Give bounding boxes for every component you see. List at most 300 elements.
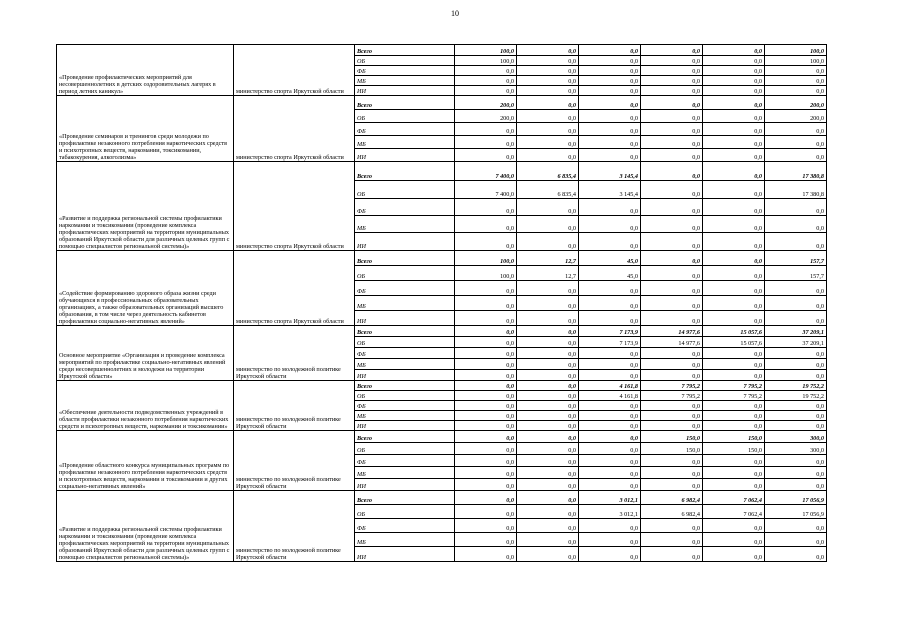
funding-source-label: ИИ <box>355 149 455 162</box>
table-row <box>57 491 827 505</box>
amount-cell: 0,0 <box>455 533 517 547</box>
amount-cell: 0,0 <box>455 455 517 467</box>
funding-source-label: ФБ <box>355 519 455 533</box>
measure-name: «Проведение профилактических мероприятий для несовершеннолетних в детских оздоровительных лагерях в период летних каникул» <box>57 45 234 96</box>
funding-source-label: ИИ <box>355 479 455 491</box>
amount-cell: 0,0 <box>703 421 765 431</box>
amount-cell: 0,0 <box>455 233 517 251</box>
amount-cell: 0,0 <box>455 216 517 233</box>
amount-cell: 0,0 <box>703 266 765 281</box>
amount-cell: 12,7 <box>517 251 579 266</box>
table-row <box>57 96 827 110</box>
funding-source-label: МБ <box>355 136 455 149</box>
total-value-cell: 0,0 <box>765 479 827 491</box>
amount-cell: 0,0 <box>517 326 579 337</box>
funding-source-label: Всего <box>355 96 455 110</box>
amount-cell: 0,0 <box>703 547 765 562</box>
total-value-cell: 0,0 <box>765 136 827 149</box>
amount-cell: 0,0 <box>517 547 579 562</box>
amount-cell: 0,0 <box>517 391 579 401</box>
amount-cell: 7 173,9 <box>579 326 641 337</box>
amount-cell: 0,0 <box>703 199 765 216</box>
amount-cell: 0,0 <box>455 359 517 370</box>
funding-source-label: МБ <box>355 467 455 479</box>
funding-source-label: МБ <box>355 296 455 311</box>
total-value-cell: 0,0 <box>765 86 827 96</box>
amount-cell: 0,0 <box>517 348 579 359</box>
amount-cell: 0,0 <box>455 86 517 96</box>
amount-cell: 7 795,2 <box>641 381 703 391</box>
amount-cell: 0,0 <box>579 519 641 533</box>
amount-cell: 0,0 <box>579 149 641 162</box>
amount-cell: 0,0 <box>455 391 517 401</box>
funding-source-label: Всего <box>355 491 455 505</box>
amount-cell: 0,0 <box>579 547 641 562</box>
amount-cell: 0,0 <box>703 96 765 110</box>
amount-cell: 3 012,1 <box>579 505 641 519</box>
table-row <box>57 431 827 443</box>
total-value-cell: 0,0 <box>765 296 827 311</box>
total-value-cell: 0,0 <box>765 359 827 370</box>
amount-cell: 0,0 <box>703 136 765 149</box>
amount-cell: 100,0 <box>455 56 517 66</box>
amount-cell: 0,0 <box>579 136 641 149</box>
measure-name: «Развитие и поддержка региональной системы профилактики наркомании и токсикомании (проведение комплекса профилактических мероприятий на территории муниципальных образований Иркутской области для различных целевых групп с помощью специалистов региональной системы)» <box>57 491 234 562</box>
amount-cell: 0,0 <box>455 337 517 348</box>
amount-cell: 7 400,0 <box>455 162 517 181</box>
amount-cell: 0,0 <box>703 76 765 86</box>
amount-cell: 0,0 <box>579 76 641 86</box>
amount-cell: 0,0 <box>579 479 641 491</box>
funding-source-label: ИИ <box>355 311 455 326</box>
amount-cell: 3 012,1 <box>579 491 641 505</box>
amount-cell: 0,0 <box>517 296 579 311</box>
amount-cell: 0,0 <box>455 296 517 311</box>
amount-cell: 0,0 <box>641 370 703 381</box>
amount-cell: 0,0 <box>703 216 765 233</box>
funding-source-label: ФБ <box>355 66 455 76</box>
amount-cell: 0,0 <box>455 370 517 381</box>
amount-cell: 4 161,8 <box>579 391 641 401</box>
executor-name: министерство по молодежной политике Иркутской области <box>234 491 355 562</box>
amount-cell: 0,0 <box>703 401 765 411</box>
amount-cell: 0,0 <box>703 348 765 359</box>
amount-cell: 0,0 <box>703 359 765 370</box>
amount-cell: 0,0 <box>517 443 579 455</box>
amount-cell: 0,0 <box>517 110 579 123</box>
funding-source-label: ФБ <box>355 348 455 359</box>
amount-cell: 0,0 <box>703 411 765 421</box>
amount-cell: 0,0 <box>703 149 765 162</box>
amount-cell: 0,0 <box>579 401 641 411</box>
amount-cell: 0,0 <box>579 233 641 251</box>
amount-cell: 0,0 <box>579 370 641 381</box>
amount-cell: 0,0 <box>703 162 765 181</box>
measure-name: «Проведение областного конкурса муниципальных программ по профилактике незаконного потребления наркотических средств и психотропных веществ, наркомании и токсикомании и других социально-негативных явлений» <box>57 431 234 491</box>
amount-cell: 0,0 <box>579 411 641 421</box>
total-value-cell: 0,0 <box>765 401 827 411</box>
total-value-cell: 17 056,9 <box>765 505 827 519</box>
amount-cell: 0,0 <box>517 467 579 479</box>
amount-cell: 0,0 <box>703 533 765 547</box>
amount-cell: 6 982,4 <box>641 505 703 519</box>
funding-source-label: Всего <box>355 381 455 391</box>
total-value-cell: 0,0 <box>765 519 827 533</box>
amount-cell: 0,0 <box>641 266 703 281</box>
total-value-cell: 37 209,1 <box>765 337 827 348</box>
amount-cell: 0,0 <box>641 136 703 149</box>
funding-source-label: ОБ <box>355 443 455 455</box>
total-value-cell: 17 056,9 <box>765 491 827 505</box>
amount-cell: 0,0 <box>641 479 703 491</box>
amount-cell: 0,0 <box>641 96 703 110</box>
amount-cell: 0,0 <box>641 348 703 359</box>
amount-cell: 0,0 <box>703 56 765 66</box>
funding-source-label: ОБ <box>355 266 455 281</box>
funding-source-label: ФБ <box>355 281 455 296</box>
amount-cell: 7 400,0 <box>455 181 517 199</box>
total-value-cell: 0,0 <box>765 281 827 296</box>
amount-cell: 45,0 <box>579 251 641 266</box>
amount-cell: 0,0 <box>703 123 765 136</box>
funding-source-label: Всего <box>355 326 455 337</box>
amount-cell: 0,0 <box>455 519 517 533</box>
amount-cell: 0,0 <box>641 401 703 411</box>
amount-cell: 200,0 <box>455 110 517 123</box>
measure-name: «Проведение семинаров и тренингов среди молодежи по профилактике незаконного потребления наркотических средств и психотропных веществ, наркомании, токсикомании, табакокурения, алкоголизма» <box>57 96 234 162</box>
amount-cell: 0,0 <box>455 381 517 391</box>
table-body <box>57 45 827 562</box>
amount-cell: 200,0 <box>455 96 517 110</box>
amount-cell: 0,0 <box>517 233 579 251</box>
amount-cell: 150,0 <box>703 431 765 443</box>
amount-cell: 0,0 <box>517 479 579 491</box>
funding-source-label: Всего <box>355 45 455 56</box>
amount-cell: 0,0 <box>641 519 703 533</box>
amount-cell: 0,0 <box>703 296 765 311</box>
funding-source-label: ИИ <box>355 233 455 251</box>
amount-cell: 3 145,4 <box>579 162 641 181</box>
amount-cell: 0,0 <box>703 281 765 296</box>
amount-cell: 0,0 <box>579 86 641 96</box>
executor-name: министерство спорта Иркутской области <box>234 96 355 162</box>
funding-source-label: МБ <box>355 533 455 547</box>
amount-cell: 0,0 <box>641 56 703 66</box>
executor-name: министерство по молодежной политике Иркутской области <box>234 381 355 431</box>
total-value-cell: 100,0 <box>765 45 827 56</box>
amount-cell: 0,0 <box>579 421 641 431</box>
amount-cell: 0,0 <box>579 199 641 216</box>
amount-cell: 0,0 <box>641 251 703 266</box>
amount-cell: 0,0 <box>455 401 517 411</box>
total-value-cell: 0,0 <box>765 370 827 381</box>
total-value-cell: 0,0 <box>765 455 827 467</box>
amount-cell: 0,0 <box>517 136 579 149</box>
executor-name: министерство по молодежной политике Иркутской области <box>234 431 355 491</box>
funding-source-label: ФБ <box>355 401 455 411</box>
funding-source-label: Всего <box>355 162 455 181</box>
funding-source-label: ОБ <box>355 337 455 348</box>
amount-cell: 0,0 <box>703 110 765 123</box>
amount-cell: 0,0 <box>455 136 517 149</box>
amount-cell: 0,0 <box>641 45 703 56</box>
amount-cell: 0,0 <box>641 76 703 86</box>
amount-cell: 7 795,2 <box>641 391 703 401</box>
amount-cell: 0,0 <box>703 86 765 96</box>
amount-cell: 0,0 <box>641 455 703 467</box>
amount-cell: 0,0 <box>517 421 579 431</box>
amount-cell: 0,0 <box>579 311 641 326</box>
amount-cell: 7 062,4 <box>703 491 765 505</box>
amount-cell: 0,0 <box>641 359 703 370</box>
amount-cell: 0,0 <box>455 348 517 359</box>
total-value-cell: 37 209,1 <box>765 326 827 337</box>
total-value-cell: 0,0 <box>765 233 827 251</box>
amount-cell: 0,0 <box>641 86 703 96</box>
amount-cell: 0,0 <box>703 479 765 491</box>
amount-cell: 0,0 <box>455 123 517 136</box>
amount-cell: 0,0 <box>641 311 703 326</box>
measure-name: «Содействие формированию здорового образа жизни среди обучающихся в профессиональных образовательных организациях, а также образовательных организаций высшего образования, в том числе через деятельность кабинетов профилактики социально-негативных явлений» <box>57 251 234 326</box>
table-row <box>57 162 827 181</box>
measure-name: «Обеспечение деятельности подведомственных учреждений в области профилактики незаконного потребления наркотических средств и психотропных веществ, наркомании и токсикомании» <box>57 381 234 431</box>
amount-cell: 6 835,4 <box>517 162 579 181</box>
total-value-cell: 19 752,2 <box>765 381 827 391</box>
total-value-cell: 300,0 <box>765 443 827 455</box>
funding-source-label: ОБ <box>355 110 455 123</box>
amount-cell: 0,0 <box>517 431 579 443</box>
executor-name: министерство спорта Иркутской области <box>234 162 355 251</box>
amount-cell: 0,0 <box>641 123 703 136</box>
amount-cell: 0,0 <box>703 455 765 467</box>
amount-cell: 7 795,2 <box>703 391 765 401</box>
total-value-cell: 0,0 <box>765 411 827 421</box>
funding-source-label: ФБ <box>355 455 455 467</box>
amount-cell: 150,0 <box>641 443 703 455</box>
amount-cell: 0,0 <box>641 149 703 162</box>
amount-cell: 0,0 <box>579 533 641 547</box>
amount-cell: 4 161,8 <box>579 381 641 391</box>
total-value-cell: 0,0 <box>765 348 827 359</box>
amount-cell: 100,0 <box>455 266 517 281</box>
funding-source-label: ИИ <box>355 421 455 431</box>
amount-cell: 0,0 <box>641 547 703 562</box>
amount-cell: 0,0 <box>455 505 517 519</box>
amount-cell: 0,0 <box>517 96 579 110</box>
amount-cell: 0,0 <box>517 533 579 547</box>
amount-cell: 0,0 <box>579 56 641 66</box>
amount-cell: 15 057,6 <box>703 337 765 348</box>
amount-cell: 0,0 <box>579 66 641 76</box>
total-value-cell: 0,0 <box>765 533 827 547</box>
amount-cell: 0,0 <box>455 326 517 337</box>
amount-cell: 0,0 <box>579 359 641 370</box>
table-row <box>57 381 827 391</box>
total-value-cell: 0,0 <box>765 547 827 562</box>
funding-source-label: МБ <box>355 411 455 421</box>
total-value-cell: 157,7 <box>765 266 827 281</box>
amount-cell: 14 977,6 <box>641 326 703 337</box>
amount-cell: 7 062,4 <box>703 505 765 519</box>
amount-cell: 0,0 <box>517 56 579 66</box>
amount-cell: 0,0 <box>517 411 579 421</box>
funding-source-label: Всего <box>355 431 455 443</box>
total-value-cell: 17 380,8 <box>765 181 827 199</box>
amount-cell: 0,0 <box>579 443 641 455</box>
measure-name: Основное мероприятие «Организация и проведение комплекса мероприятий по профилактике социально-негативных явлений среди несовершеннолетних и молодежи на территории Иркутской области» <box>57 326 234 381</box>
total-value-cell: 200,0 <box>765 96 827 110</box>
amount-cell: 0,0 <box>703 251 765 266</box>
funding-source-label: МБ <box>355 216 455 233</box>
amount-cell: 0,0 <box>703 519 765 533</box>
funding-source-label: ОБ <box>355 56 455 66</box>
amount-cell: 0,0 <box>517 505 579 519</box>
amount-cell: 0,0 <box>455 491 517 505</box>
amount-cell: 0,0 <box>641 233 703 251</box>
total-value-cell: 19 752,2 <box>765 391 827 401</box>
amount-cell: 0,0 <box>455 411 517 421</box>
amount-cell: 0,0 <box>579 123 641 136</box>
amount-cell: 0,0 <box>641 411 703 421</box>
amount-cell: 45,0 <box>579 266 641 281</box>
amount-cell: 0,0 <box>579 348 641 359</box>
funding-source-label: МБ <box>355 76 455 86</box>
amount-cell: 0,0 <box>517 455 579 467</box>
amount-cell: 0,0 <box>517 401 579 411</box>
amount-cell: 0,0 <box>579 431 641 443</box>
funding-source-label: МБ <box>355 359 455 370</box>
amount-cell: 0,0 <box>579 467 641 479</box>
amount-cell: 0,0 <box>517 359 579 370</box>
amount-cell: 0,0 <box>455 443 517 455</box>
amount-cell: 100,0 <box>455 251 517 266</box>
amount-cell: 0,0 <box>579 281 641 296</box>
page-number: 10 <box>451 9 459 18</box>
amount-cell: 0,0 <box>641 66 703 76</box>
executor-name: министерство спорта Иркутской области <box>234 251 355 326</box>
total-value-cell: 0,0 <box>765 123 827 136</box>
amount-cell: 0,0 <box>703 467 765 479</box>
amount-cell: 0,0 <box>517 216 579 233</box>
amount-cell: 0,0 <box>517 66 579 76</box>
total-value-cell: 0,0 <box>765 66 827 76</box>
amount-cell: 0,0 <box>579 96 641 110</box>
amount-cell: 0,0 <box>641 110 703 123</box>
amount-cell: 0,0 <box>517 519 579 533</box>
amount-cell: 0,0 <box>517 311 579 326</box>
total-value-cell: 0,0 <box>765 467 827 479</box>
total-value-cell: 300,0 <box>765 431 827 443</box>
amount-cell: 0,0 <box>641 181 703 199</box>
measure-name: «Развитие и поддержка региональной системы профилактики наркомании и токсикомании (проведение комплекса профилактических мероприятий на территории муниципальных образований Иркутской области для различных целевых групп с помощью специалистов региональной системы)» <box>57 162 234 251</box>
funding-source-label: ИИ <box>355 547 455 562</box>
total-value-cell: 17 380,8 <box>765 162 827 181</box>
amount-cell: 0,0 <box>455 311 517 326</box>
amount-cell: 0,0 <box>455 547 517 562</box>
amount-cell: 0,0 <box>455 76 517 86</box>
amount-cell: 14 977,6 <box>641 337 703 348</box>
amount-cell: 0,0 <box>579 216 641 233</box>
funding-source-label: ОБ <box>355 505 455 519</box>
total-value-cell: 0,0 <box>765 421 827 431</box>
amount-cell: 0,0 <box>641 162 703 181</box>
funding-source-label: ОБ <box>355 391 455 401</box>
amount-cell: 0,0 <box>641 216 703 233</box>
amount-cell: 0,0 <box>579 45 641 56</box>
amount-cell: 0,0 <box>641 533 703 547</box>
amount-cell: 0,0 <box>517 149 579 162</box>
total-value-cell: 200,0 <box>765 110 827 123</box>
amount-cell: 15 057,6 <box>703 326 765 337</box>
total-value-cell: 0,0 <box>765 216 827 233</box>
table-row <box>57 45 827 56</box>
amount-cell: 0,0 <box>641 296 703 311</box>
amount-cell: 0,0 <box>455 149 517 162</box>
amount-cell: 0,0 <box>517 491 579 505</box>
amount-cell: 0,0 <box>455 421 517 431</box>
amount-cell: 0,0 <box>703 311 765 326</box>
amount-cell: 0,0 <box>703 66 765 76</box>
amount-cell: 0,0 <box>703 181 765 199</box>
total-value-cell: 0,0 <box>765 76 827 86</box>
amount-cell: 7 795,2 <box>703 381 765 391</box>
amount-cell: 100,0 <box>455 45 517 56</box>
amount-cell: 6 835,4 <box>517 181 579 199</box>
executor-name: министерство по молодежной политике Иркутской области <box>234 326 355 381</box>
total-value-cell: 100,0 <box>765 56 827 66</box>
amount-cell: 0,0 <box>641 199 703 216</box>
amount-cell: 6 982,4 <box>641 491 703 505</box>
amount-cell: 0,0 <box>703 370 765 381</box>
amount-cell: 0,0 <box>455 281 517 296</box>
funding-table <box>56 44 827 562</box>
amount-cell: 0,0 <box>517 45 579 56</box>
amount-cell: 0,0 <box>641 467 703 479</box>
amount-cell: 0,0 <box>641 421 703 431</box>
funding-source-label: ФБ <box>355 199 455 216</box>
amount-cell: 0,0 <box>455 467 517 479</box>
funding-source-label: ФБ <box>355 123 455 136</box>
total-value-cell: 0,0 <box>765 311 827 326</box>
amount-cell: 7 173,9 <box>579 337 641 348</box>
amount-cell: 0,0 <box>579 110 641 123</box>
total-value-cell: 0,0 <box>765 199 827 216</box>
total-value-cell: 157,7 <box>765 251 827 266</box>
table-row <box>57 251 827 266</box>
amount-cell: 0,0 <box>455 479 517 491</box>
table-row <box>57 326 827 337</box>
amount-cell: 0,0 <box>455 431 517 443</box>
amount-cell: 0,0 <box>517 123 579 136</box>
amount-cell: 0,0 <box>517 281 579 296</box>
amount-cell: 0,0 <box>517 337 579 348</box>
executor-name: министерство спорта Иркутской области <box>234 45 355 96</box>
amount-cell: 0,0 <box>517 199 579 216</box>
amount-cell: 0,0 <box>641 281 703 296</box>
amount-cell: 0,0 <box>517 86 579 96</box>
amount-cell: 0,0 <box>455 199 517 216</box>
funding-source-label: ОБ <box>355 181 455 199</box>
amount-cell: 0,0 <box>455 66 517 76</box>
funding-source-label: ИИ <box>355 370 455 381</box>
amount-cell: 0,0 <box>703 233 765 251</box>
amount-cell: 150,0 <box>641 431 703 443</box>
amount-cell: 0,0 <box>703 45 765 56</box>
funding-source-label: Всего <box>355 251 455 266</box>
amount-cell: 0,0 <box>517 370 579 381</box>
amount-cell: 0,0 <box>517 76 579 86</box>
total-value-cell: 0,0 <box>765 149 827 162</box>
